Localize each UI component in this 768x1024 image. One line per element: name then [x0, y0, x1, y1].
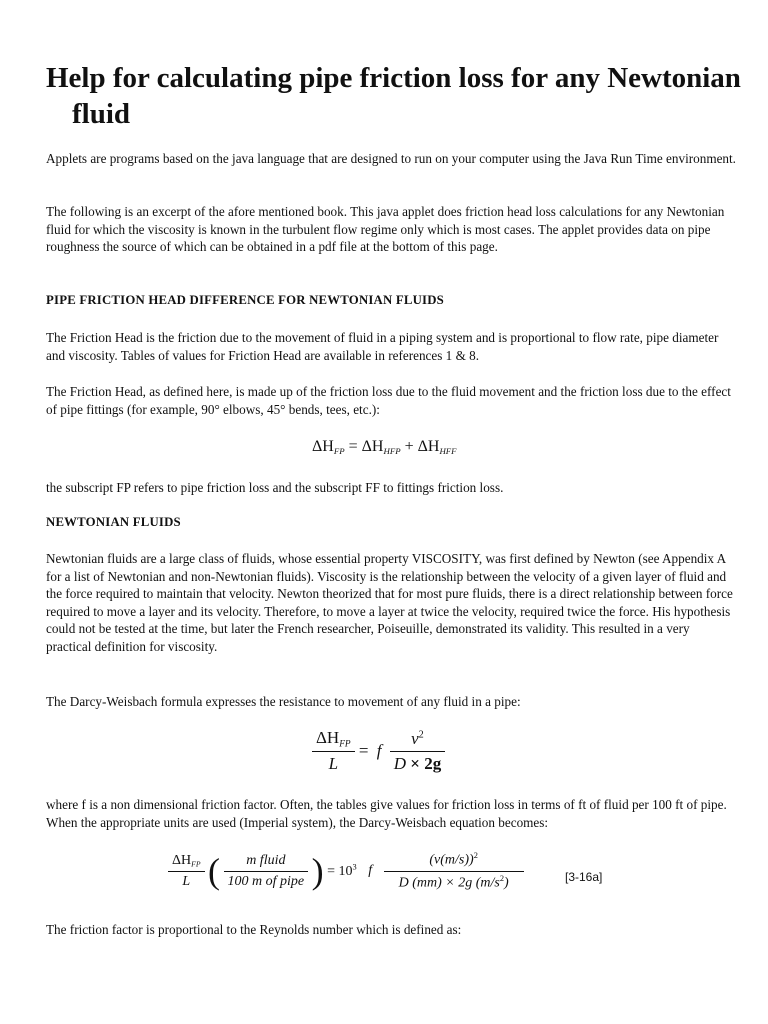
eq1-lhs: ΔH [312, 438, 334, 455]
friction-head-definition-paragraph: The Friction Head, as defined here, is made up of the friction loss due to the fluid movement and the friction loss due to the effect of pipe fittings (for example, 90° elbows, 45° bends, tees, etc.): [46, 384, 731, 417]
intro-paragraph: Applets are programs based on the java language that are designed to run on your computer using the Java Run Time environment. [46, 151, 736, 166]
eq2-lhs-fraction: $\frac{\Delta H_{FP}}{L}$ [312, 728, 355, 774]
equation-darcy-weisbach: $\frac{\Delta H_{FP}}{L}$ = f $\frac{v^2}{D \times 2g}$ [312, 728, 445, 774]
page-title: Help for calculating pipe friction loss for any Newtonian fluid [46, 62, 741, 130]
section-heading-newtonian: NEWTONIAN FLUIDS [46, 515, 181, 529]
friction-head-paragraph: The Friction Head is the friction due to the movement of fluid in a piping system and is proportional to flow rate, pipe diameter and viscosity. Tables of values for Friction Head are available in references 1 & 8. [46, 330, 719, 363]
eq3-unit-fraction: $\frac{\text{m fluid}}{\text{100 m of pipe}}$ [224, 853, 309, 890]
darcy-intro-paragraph: The Darcy-Weisbach formula expresses the resistance to movement of any fluid in a pipe: [46, 694, 521, 709]
section-heading-pipe-friction: PIPE FRICTION HEAD DIFFERENCE FOR NEWTONIAN FLUIDS [46, 293, 444, 307]
reynolds-paragraph: The friction factor is proportional to the Reynolds number which is defined as: [46, 922, 462, 937]
eq3-lhs-fraction: $\frac{\Delta H_{FP}}{L}$ [168, 853, 205, 890]
newtonian-fluids-paragraph: Newtonian fluids are a large class of fluids, whose essential property VISCOSITY, was first defined by Newton (see Appendix A for a list of Newtonian and non-Newtonian fluids). Viscosity is the relationship between the velocity of a given layer of fluid and the force required to maintain that velocity. Newton theorized that for most pure fluids, there is a direct relationship between force required to move a layer and its velocity. Therefore, to move a layer at twice the velocity, required twice the force. His hypothesis could not be tested at the time, but later the French researcher, Poiseuille, demonstrated its validity. This resulted in a very practical definition for viscosity. [46, 551, 733, 654]
subscript-note-paragraph: the subscript FP refers to pipe friction loss and the subscript FF to fittings friction loss. [46, 480, 504, 495]
equation-darcy-weisbach-metric: $\frac{\Delta H_{FP}}{L}$ ( $\frac{\text{m fluid}}{\text{100 m of pipe}}$ ) = $10^3$ f $\frac{(v(m/s))^2}{D (mm) \times 2g (m/s^2)}$ [168, 850, 524, 892]
equation-friction-head-sum: $\Delta H_{FP} = \Delta H_{HFP} + \Delta H_{HFF}$ [312, 438, 457, 457]
friction-factor-paragraph: where f is a non dimensional friction factor. Often, the tables give values for friction loss in terms of ft of fluid per 100 ft of pipe. When the appropriate units are used (Imperial system), the Darcy-Weisbach equation becomes: [46, 797, 727, 830]
equation-number-label: [3-16a] [565, 870, 603, 884]
eq2-rhs-fraction: $\frac{v^2}{D \times 2g}$ [390, 729, 445, 774]
eq3-rhs-fraction: $\frac{(v(m/s))^2}{D (mm) \times 2g (m/s^2)}$ [384, 851, 524, 891]
excerpt-paragraph: The following is an excerpt of the afore mentioned book. This java applet does friction head loss calculations for any Newtonian fluid for which the viscosity is known in the turbulent flow regime only which is most cases. The applet provides data on pipe roughness the source of which can be obtained in a pdf file at the bottom of this page. [46, 204, 725, 255]
